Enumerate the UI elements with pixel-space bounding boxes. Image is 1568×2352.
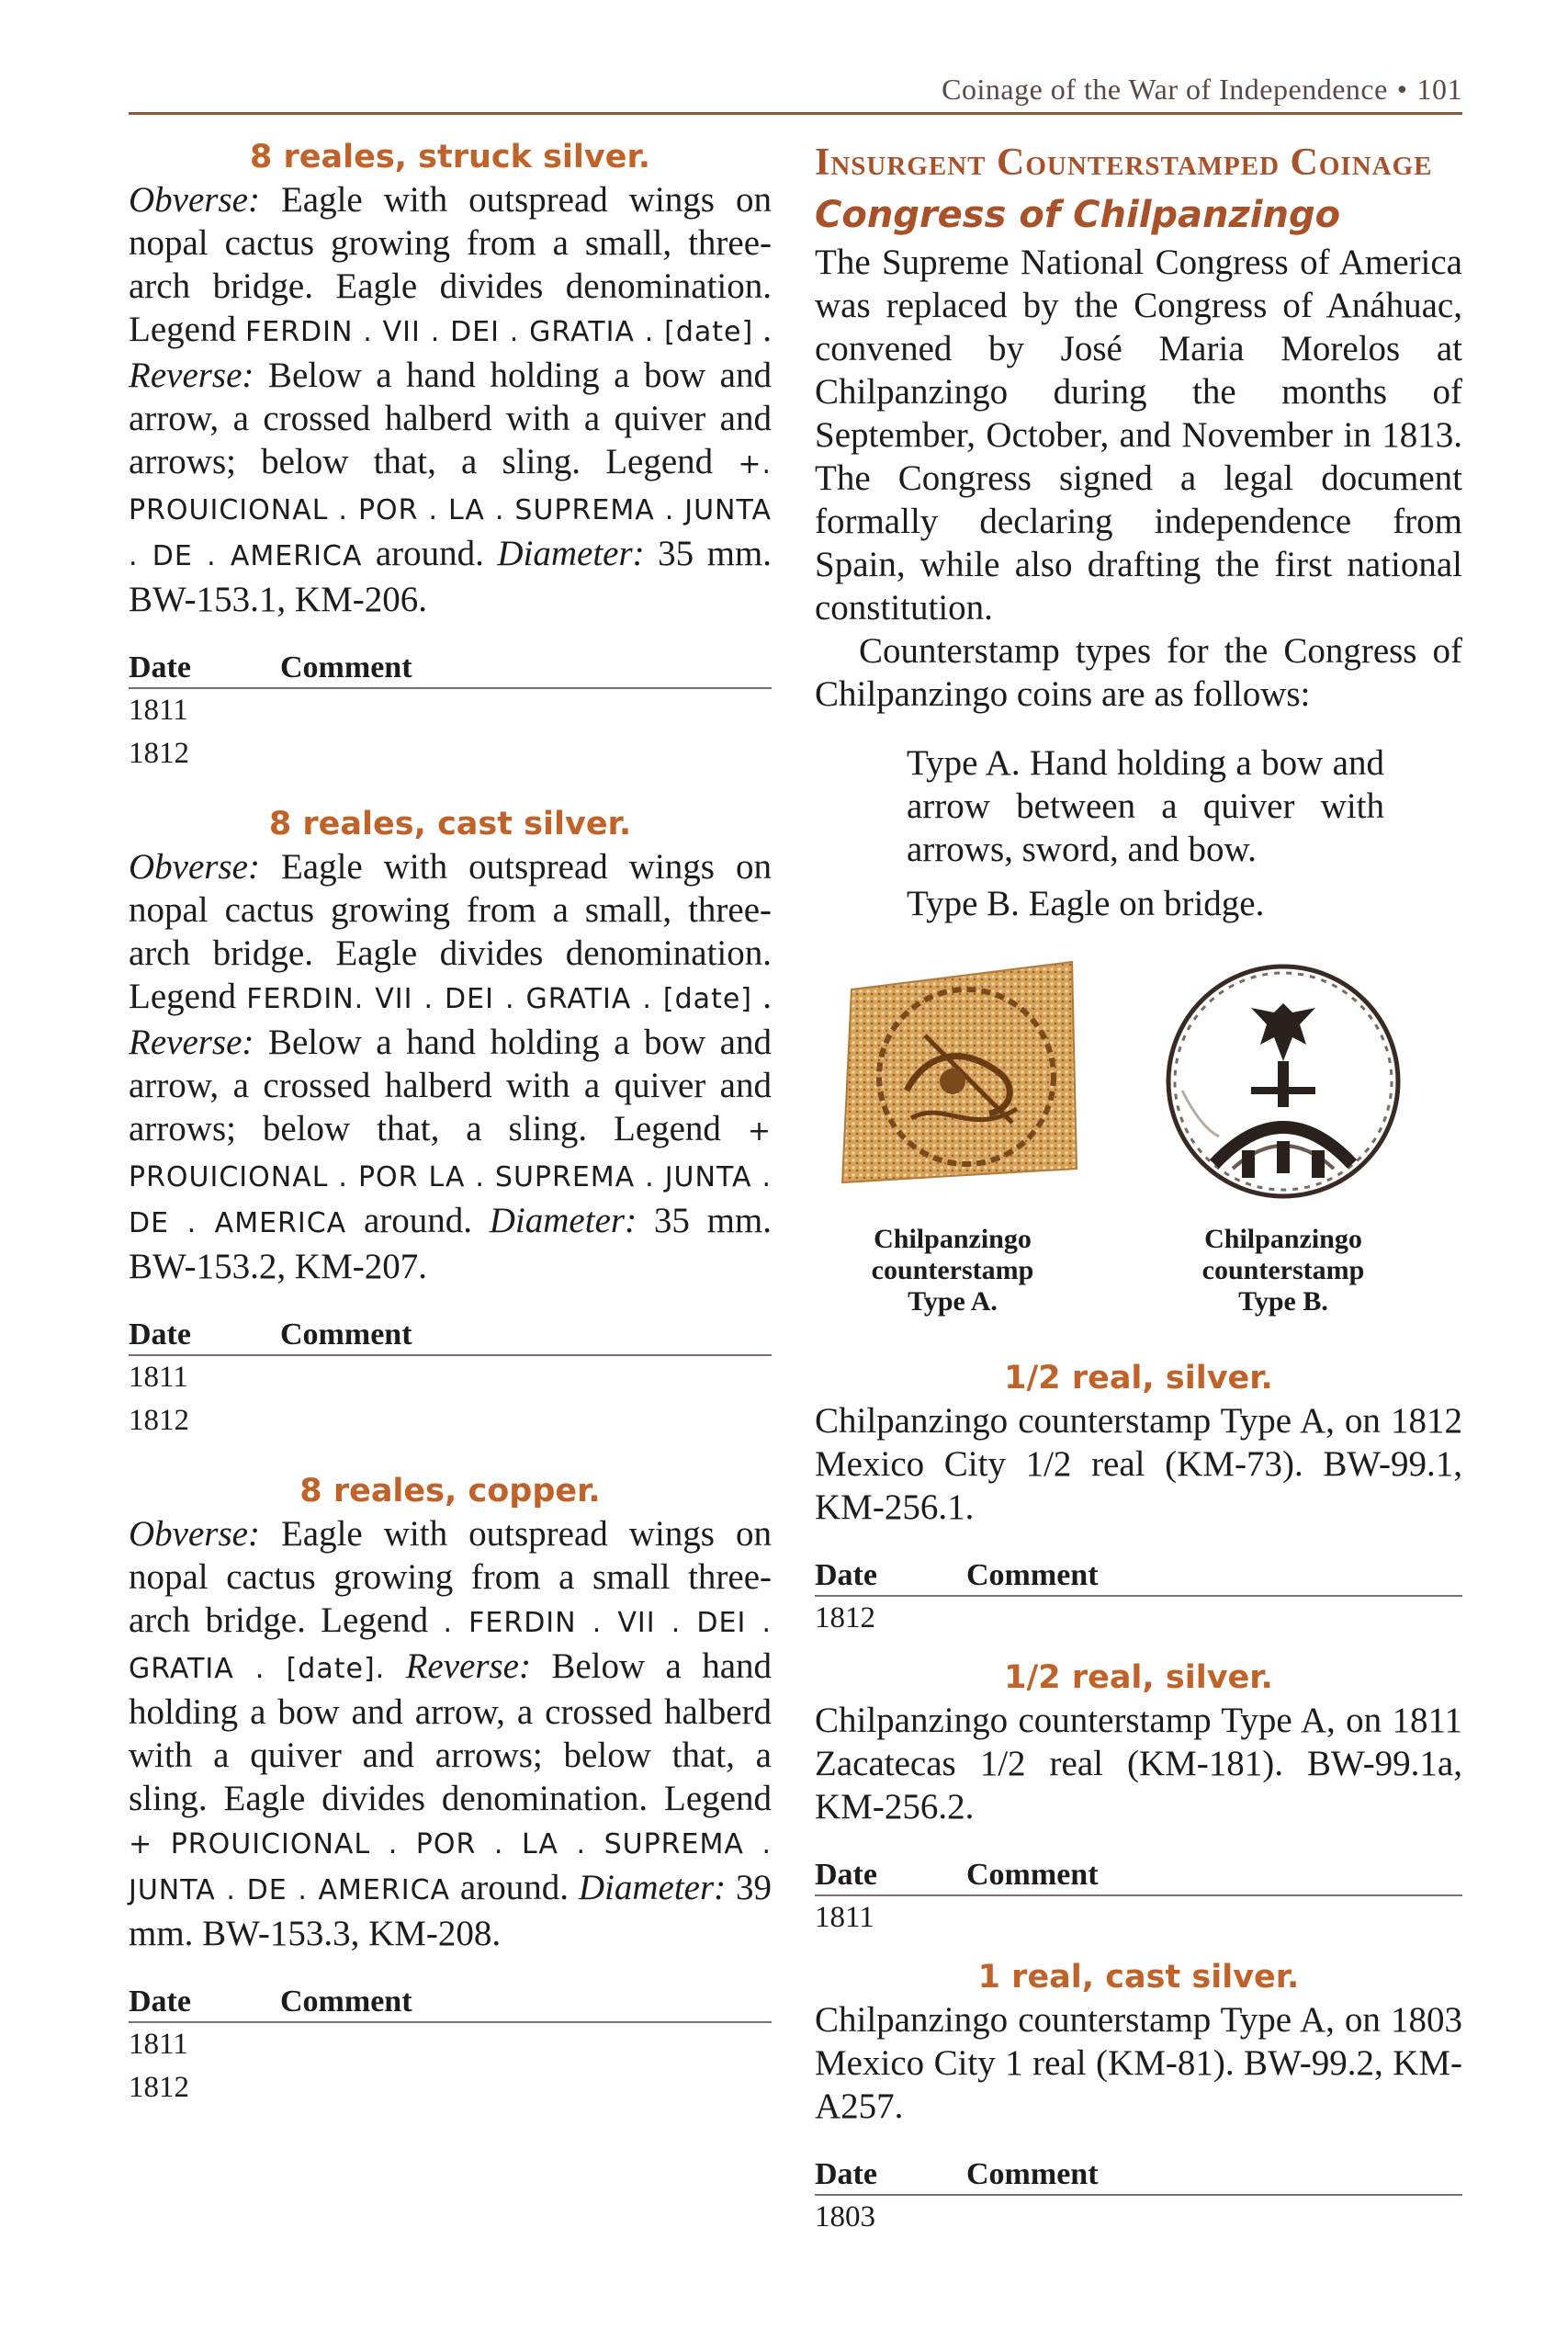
diameter-text: 39 mm. BW-153.3, KM-208.	[129, 1868, 773, 1953]
obverse-label: Obverse:	[129, 180, 260, 220]
around-text: around.	[450, 1868, 579, 1907]
date-cell: 1812	[129, 1404, 189, 1437]
table-row	[129, 1399, 772, 1442]
table-row	[815, 2195, 1462, 2239]
right-column	[815, 136, 1462, 2239]
coin-entry	[129, 803, 772, 1442]
running-head-title: Coinage of the War of Independence	[942, 73, 1388, 106]
reverse-label: Reverse:	[129, 1023, 254, 1062]
date-header: Date	[815, 1556, 966, 1596]
around-text: around.	[346, 1201, 490, 1240]
diameter-label: Diameter:	[578, 1868, 727, 1907]
running-head	[129, 66, 1462, 115]
table-row	[815, 1895, 1462, 1939]
obverse-legend: . FERDIN . VII . DEI . GRATIA . [date].	[129, 1607, 772, 1685]
table-row	[129, 2066, 772, 2109]
caption-line: Type A.	[908, 1286, 998, 1317]
separator-text	[385, 1646, 405, 1686]
comment-header: Comment	[966, 2155, 1462, 2195]
table-row	[129, 1355, 772, 1399]
obverse-text: Eagle with outspread wings on nopal cactus growing from a small, three-arch bridge. Eagle divides denomination. Legend	[129, 180, 772, 349]
reverse-text: Below a hand holding a bow and arrow, a crossed halberd with a quiver and arrows; below that, a sling. Legend	[129, 1023, 772, 1148]
caption-line: Chilpanzingo	[874, 1224, 1032, 1254]
reverse-legend: +. PROUICIONAL . POR . LA . SUPREMA . JUNTA . DE . AMERICA	[129, 448, 772, 572]
date-cell: 1812	[815, 1601, 875, 1634]
caption-line: counterstamp	[871, 1255, 1034, 1285]
date-table	[815, 1556, 1462, 1640]
date-table	[129, 649, 772, 775]
around-text: around.	[362, 534, 498, 573]
left-column	[129, 136, 772, 2109]
caption-line: Chilpanzingo	[1204, 1224, 1362, 1254]
entry-description	[129, 1512, 772, 1955]
caption-line: counterstamp	[1201, 1255, 1365, 1285]
coin-entry	[129, 1470, 772, 2109]
caption-line: Type B.	[1238, 1286, 1328, 1317]
date-cell: 1811	[129, 1361, 188, 1394]
date-header: Date	[129, 1316, 280, 1355]
counterstamp-type-a-image	[815, 953, 1090, 1210]
figure-type-b	[1145, 953, 1421, 1317]
table-row	[129, 732, 772, 775]
obverse-text: Eagle with outspread wings on nopal cactus growing from a small three-arch bridge. Legend	[129, 1514, 772, 1640]
reverse-text: Below a hand holding a bow and arrow, a crossed halberd with a quiver and arrows; below that, a sling. Legend	[129, 356, 772, 481]
date-header: Date	[129, 649, 280, 688]
reverse-label: Reverse:	[129, 356, 254, 395]
section-subheading: Congress of Chilpanzingo	[815, 194, 1341, 236]
entry-description: Chilpanzingo counterstamp Type A, on 1811 Zacatecas 1/2 real (KM-181). BW-99.1a, KM-256.2.	[815, 1701, 1462, 1826]
obverse-text: Eagle with outspread wings on nopal cactus growing from a small, three-arch bridge. Eagle divides denomination. Legend	[129, 847, 772, 1016]
date-header: Date	[129, 1983, 280, 2022]
entry-title: 8 reales, copper.	[299, 1473, 601, 1510]
table-row	[129, 688, 772, 732]
table-row	[815, 1596, 1462, 1640]
obverse-label: Obverse:	[129, 1514, 260, 1554]
figure-type-a	[815, 953, 1090, 1317]
date-table	[129, 1983, 772, 2109]
separator-text: .	[752, 977, 772, 1016]
date-header: Date	[815, 1856, 966, 1895]
intro-paragraph: The Supreme National Congress of America was replaced by the Congress of Anáhuac, convened by José Maria Morelos at Chilpanzingo during the months of September, October, and November in 1813. The Congress signed a legal document formally declaring independence from Spain, while also drafting the first national constitution.	[815, 243, 1462, 628]
section-heading: Insurgent Counterstamped Coinage	[815, 141, 1433, 184]
type-a-description: Type A. Hand holding a bow and arrow between a quiver with arrows, sword, and bow.	[907, 743, 1384, 869]
entry-title: 8 reales, struck silver.	[249, 139, 651, 175]
reverse-text: Below a hand holding a bow and arrow, a crossed halberd with a quiver and arrows; below that, a sling. Eagle divides denomination. Legend	[129, 1646, 773, 1818]
entry-title: 1/2 real, silver.	[1004, 1360, 1273, 1396]
figure-caption	[1145, 1224, 1421, 1317]
entry-description: Chilpanzingo counterstamp Type A, on 1803 Mexico City 1 real (KM-81). BW-99.2, KM-A257.	[815, 2000, 1462, 2126]
diameter-label: Diameter:	[497, 534, 645, 573]
intro-paragraph-2: Counterstamp types for the Congress of Chilpanzingo coins are as follows:	[815, 631, 1462, 714]
date-cell: 1812	[129, 2071, 189, 2104]
diameter-text: 35 mm. BW-153.2, KM-207.	[129, 1201, 772, 1286]
running-head-bullet: •	[1396, 73, 1408, 106]
entry-title: 1 real, cast silver.	[977, 1959, 1300, 1996]
obverse-label: Obverse:	[129, 847, 260, 887]
entry-title: 1/2 real, silver.	[1004, 1659, 1273, 1696]
date-table	[815, 2155, 1462, 2239]
obverse-legend: FERDIN . VII . DEI . GRATIA . [date]	[245, 316, 754, 348]
page-number: 101	[1416, 73, 1462, 106]
counterstamp-type-list	[907, 741, 1384, 925]
coin-entry	[815, 1357, 1462, 1640]
comment-header: Comment	[280, 1316, 772, 1355]
entry-description	[129, 845, 772, 1288]
entry-description: Chilpanzingo counterstamp Type A, on 1812 Mexico City 1/2 real (KM-73). BW-99.1, KM-256.1.	[815, 1401, 1462, 1527]
coin-entry	[815, 1956, 1462, 2239]
coin-figures	[815, 953, 1462, 1357]
comment-header: Comment	[280, 649, 772, 688]
comment-header: Comment	[966, 1556, 1462, 1596]
diameter-label: Diameter:	[489, 1201, 637, 1240]
date-table	[129, 1316, 772, 1442]
entry-description	[129, 178, 772, 621]
date-cell: 1812	[129, 737, 189, 770]
comment-header: Comment	[966, 1856, 1462, 1895]
date-table	[815, 1856, 1462, 1939]
coin-entry	[815, 1657, 1462, 1939]
date-cell: 1803	[815, 2200, 875, 2233]
reverse-legend: + PROUICIONAL . POR . LA . SUPREMA . JUNTA . DE . AMERICA	[129, 1828, 772, 1906]
date-cell: 1811	[129, 694, 188, 727]
date-cell: 1811	[815, 1901, 874, 1934]
separator-text: .	[753, 310, 772, 349]
date-header: Date	[815, 2155, 966, 2195]
entry-title: 8 reales, cast silver.	[268, 806, 632, 842]
figure-caption	[815, 1224, 1090, 1317]
obverse-legend: FERDIN. VII . DEI . GRATIA . [date]	[246, 983, 752, 1015]
coin-entry	[129, 136, 772, 775]
counterstamp-type-b-image	[1145, 953, 1421, 1210]
comment-header: Comment	[280, 1983, 772, 2022]
reverse-legend: + PROUICIONAL . POR LA . SUPREMA . JUNTA . DE . AMERICA	[129, 1115, 772, 1239]
type-b-description: Type B. Eagle on bridge.	[907, 884, 1265, 923]
table-row	[129, 2022, 772, 2066]
date-cell: 1811	[129, 2028, 188, 2061]
reverse-label: Reverse:	[405, 1646, 531, 1686]
diameter-text: 35 mm. BW-153.1, KM-206.	[129, 534, 772, 619]
